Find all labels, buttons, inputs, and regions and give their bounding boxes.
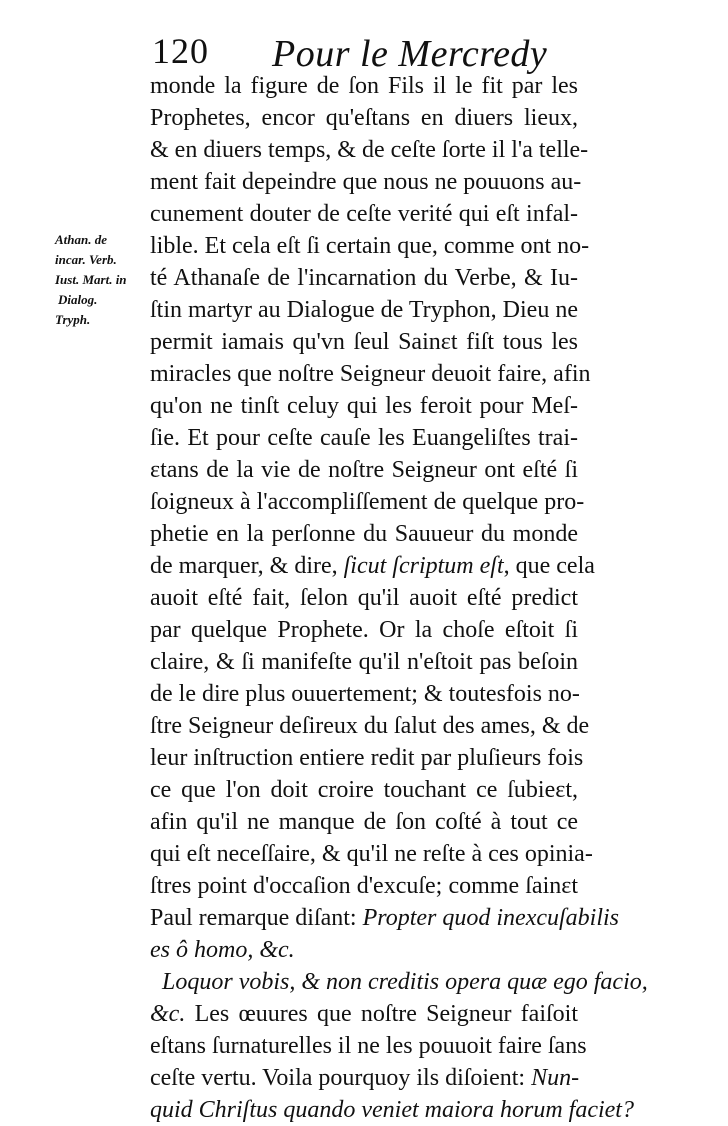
- text-line: lible. Et cela eſt ſi certain que, comme ont no-: [150, 233, 590, 259]
- text-line: ɛtans de la vie de noſtre Seigneur ont eſté ſi: [150, 457, 578, 483]
- text-line: ſtin martyr au Dialogue de Tryphon, Dieu ne: [150, 297, 578, 323]
- text-line: [150, 1062, 578, 1094]
- text-line: ſtres point d'occaſion d'excuſe; comme ſainɛt: [150, 873, 578, 899]
- text-segment: , que cela: [503, 553, 595, 579]
- text-line: ſoigneux à l'accompliſſement de quelque pro-: [150, 489, 585, 515]
- latin-quote: &c.: [150, 1001, 186, 1027]
- text-line: claire, & ſi manifeſte qu'il n'eſtoit pas beſoin: [150, 649, 578, 675]
- text-line: ſtre Seigneur deſireux du ſalut des ames, & de: [150, 713, 590, 739]
- text-line: phetie en la perſonne du Sauueur du monde: [150, 521, 578, 547]
- margin-note-line: Tryph.: [55, 312, 91, 327]
- text-line: [150, 1094, 634, 1126]
- text-line: ſie. Et pour ceſte cauſe les Euangeliſtes trai-: [150, 425, 578, 451]
- text-line: [150, 934, 578, 966]
- marginal-citation: [55, 230, 147, 330]
- latin-quote: Nun-: [531, 1065, 580, 1091]
- text-line: leur inſtruction entiere redit par pluſieurs fois: [150, 745, 584, 771]
- text-line: Prophetes, encor qu'eſtans en diuers lieux,: [150, 105, 578, 131]
- text-line: ce que l'on doit croire touchant ce ſubieɛt,: [150, 777, 578, 803]
- text-line: permit iamais qu'vn ſeul Sainɛt fiſt tous les: [150, 329, 578, 355]
- margin-note-line: incar. Verb.: [55, 252, 117, 267]
- text-line: de le dire plus ouuertement; & toutesfois no-: [150, 681, 580, 707]
- latin-quote: Propter quod inexcuſabilis: [362, 905, 620, 931]
- text-line: [150, 966, 648, 998]
- text-line: auoit eſté fait, ſelon qu'il auoit eſté predict: [150, 585, 578, 611]
- text-segment: Les œuures que noſtre Seigneur faiſoit: [185, 1001, 578, 1027]
- text-segment: ceſte vertu. Voila pourquoy ils diſoient:: [150, 1065, 532, 1091]
- body-text: [150, 70, 648, 1126]
- text-line: [150, 550, 595, 582]
- latin-quote: Loquor vobis, & non creditis opera quæ ego facio,: [162, 969, 648, 995]
- text-line: par quelque Prophete. Or la choſe eſtoit ſi: [150, 617, 578, 643]
- text-line: qu'on ne tinſt celuy qui les feroit pour Meſ-: [150, 393, 578, 419]
- text-line: miracles que noſtre Seigneur deuoit faire, afin: [150, 361, 591, 387]
- latin-quote: es ô homo, &c.: [150, 937, 295, 963]
- text-line: ment fait depeindre que nous ne pouuons au-: [150, 169, 582, 195]
- page-number: 120: [152, 31, 209, 71]
- text-line: eſtans ſurnaturelles il ne les pouuoit faire ſans: [150, 1033, 587, 1059]
- margin-note-line: Iust. Mart. in: [55, 272, 127, 287]
- text-line: [150, 902, 620, 934]
- latin-quote: ſicut ſcriptum eſt: [343, 553, 504, 579]
- text-line: qui eſt neceſſaire, & qu'il ne reſte à ces opinia-: [150, 841, 593, 867]
- latin-quote: quid Chriſtus quando veniet maiora horum faciet?: [150, 1097, 634, 1123]
- running-head: Pour le Mercredy: [272, 33, 548, 75]
- text-line: cunement douter de ceſte verité qui eſt infal-: [150, 201, 578, 227]
- margin-note-line: Dialog.: [58, 292, 98, 307]
- text-line: afin qu'il ne manque de ſon coſté à tout ce: [150, 809, 578, 835]
- text-line: & en diuers temps, & de ceſte ſorte il l'a telle-: [150, 137, 589, 163]
- margin-note-line: Athan. de: [55, 232, 108, 247]
- text-segment: Paul remarque diſant:: [150, 905, 363, 931]
- text-line: [150, 998, 578, 1030]
- text-line: monde la figure de ſon Fils il le fit par les: [150, 73, 578, 99]
- text-segment: de marquer, & dire,: [150, 553, 344, 579]
- text-line: té Athanaſe de l'incarnation du Verbe, & Iu-: [150, 265, 578, 291]
